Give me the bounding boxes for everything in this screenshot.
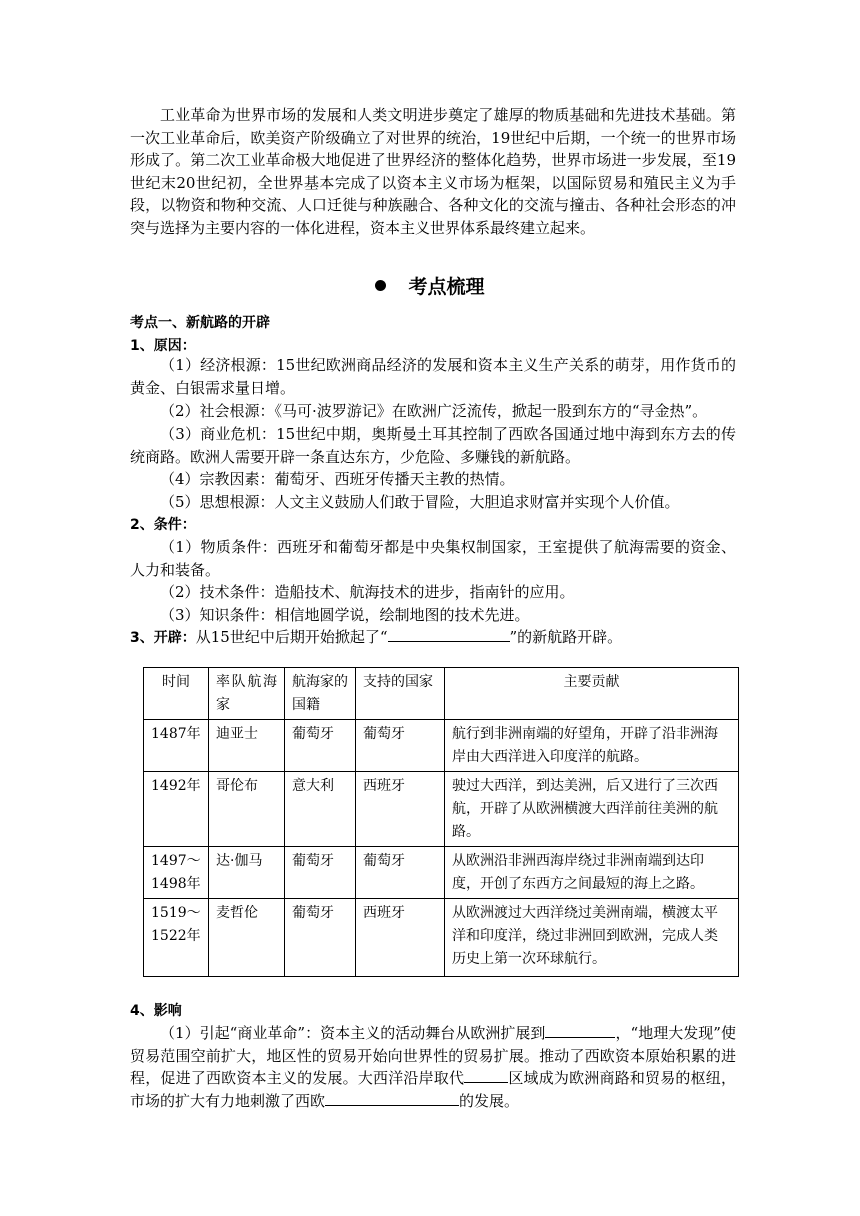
section-title	[0, 272, 860, 299]
table-header-row	[144, 668, 739, 720]
table-cell: 1492年	[144, 772, 209, 847]
table-cell: 1519～1522年	[144, 899, 209, 976]
opening-line	[130, 626, 736, 650]
table-cell: 迪亚士	[209, 720, 285, 772]
fill-blank	[325, 1090, 459, 1106]
header-cell: 时间	[144, 668, 209, 720]
voyages-table	[143, 667, 739, 977]
table-row	[144, 847, 739, 899]
bullet-icon	[375, 280, 386, 291]
header-cell: 支持的国家	[356, 668, 445, 720]
section-title-text: 考点梳理	[408, 276, 485, 298]
table-cell: 驶过大西洋，到达美洲，后又进行了三次西航，开辟了从欧洲横渡大西洋前往美洲的航路。	[445, 772, 739, 847]
fill-blank	[388, 626, 510, 642]
table-cell: 哥伦布	[209, 772, 285, 847]
table-cell: 1487年	[144, 720, 209, 772]
opening-text-before: 从15世纪中后期开始掀起了“	[195, 628, 388, 646]
table-row	[144, 772, 739, 847]
opening-text-after: ”的新航路开辟。	[509, 628, 623, 646]
table-cell: 1497～1498年	[144, 847, 209, 899]
cause-item: （5）思想根源：人文主义鼓励人们敢于冒险，大胆追求财富并实现个人价值。	[160, 493, 680, 511]
table-cell: 麦哲伦	[209, 899, 285, 976]
table-cell: 葡萄牙	[356, 847, 445, 899]
condition-item: （2）技术条件：造船技术、航海技术的进步，指南针的应用。	[160, 583, 575, 601]
table-cell: 葡萄牙	[285, 720, 356, 772]
impact-heading: 4、影响	[130, 1003, 182, 1019]
fill-blank	[464, 1067, 508, 1083]
fill-blank	[545, 1022, 615, 1038]
cause-item: （2）社会根源：《马可·波罗游记》在欧洲广泛流传，掀起一股到东方的“寻金热”。	[160, 402, 708, 420]
condition-item: （1）物质条件：西班牙和葡萄牙都是中央集权制国家，王室提供了航海需要的资金、人力和装备。	[130, 538, 736, 579]
impact-text-2: ，“地理大发现”使贸易范围空前扩大，地区性的贸易开始向世界性的贸易扩展。推动了西欧资本原始积累的进程，促进了西欧资本主义的发展。大西洋沿岸取代	[130, 1024, 736, 1088]
topic-heading: 考点一、新航路的开辟	[130, 315, 270, 331]
cause-item: （1）经济根源：15世纪欧洲商品经济的发展和资本主义生产关系的萌芽，用作货币的黄金、白银需求量日增。	[130, 356, 736, 397]
table-cell: 葡萄牙	[356, 720, 445, 772]
opening-heading: 3、开辟：	[130, 630, 196, 646]
impact-text-1: （1）引起“商业革命”：资本主义的活动舞台从欧洲扩展到	[160, 1024, 546, 1042]
table-cell: 意大利	[285, 772, 356, 847]
header-cell: 率队航海家	[209, 668, 285, 720]
table-cell: 从欧洲沿非洲西海岸绕过非洲南端到达印度，开创了东西方之间最短的海上之路。	[445, 847, 739, 899]
table-cell: 西班牙	[356, 772, 445, 847]
table-cell: 从欧洲渡过大西洋绕过美洲南端，横渡太平洋和印度洋，绕过非洲回到欧洲，完成人类历史上第一次环球航行。	[445, 899, 739, 976]
table-row	[144, 720, 739, 772]
table-cell: 葡萄牙	[285, 847, 356, 899]
impact-text-3: 区域成为欧洲商路和贸易的枢纽，市场的扩大有力地刺激了西欧	[130, 1069, 736, 1110]
table-cell: 航行到非洲南端的好望角，开辟了沿非洲海岸由大西洋进入印度洋的航路。	[445, 720, 739, 772]
table-cell: 葡萄牙	[285, 899, 356, 976]
impact-paragraph	[130, 1022, 736, 1112]
condition-item: （3）知识条件：相信地圆学说，绘制地图的技术先进。	[160, 606, 530, 624]
intro-paragraph: 工业革命为世界市场的发展和人类文明进步奠定了雄厚的物质基础和先进技术基础。第一次工业革命后，欧美资产阶级确立了对世界的统治，19世纪中后期，一个统一的世界市场形成了。第二次工业革命极大地促进了世界经济的整体化趋势，世界市场进一步发展，至19世纪末20世纪初，全世界基本完成了以资本主义市场为框架，以国际贸易和殖民主义为手段，以物资和物种交流、人口迁徙与种族融合、各种文化的交流与撞击、各种社会形态的冲突与选择为主要内容的一体化进程，资本主义世界体系最终建立起来。	[130, 106, 736, 237]
causes-heading: 1、原因：	[130, 338, 196, 354]
table-row	[144, 899, 739, 976]
header-cell: 主要贡献	[445, 668, 739, 720]
header-cell: 航海家的国籍	[285, 668, 356, 720]
table-cell: 达·伽马	[209, 847, 285, 899]
cause-item: （3）商业危机：15世纪中期，奥斯曼土耳其控制了西欧各国通过地中海到东方去的传统商路。欧洲人需要开辟一条直达东方，少危险、多赚钱的新航路。	[130, 425, 736, 466]
table-cell: 西班牙	[356, 899, 445, 976]
conditions-heading: 2、条件：	[130, 517, 196, 533]
cause-item: （4）宗教因素：葡萄牙、西班牙传播天主教的热情。	[160, 470, 515, 488]
impact-text-4: 的发展。	[459, 1091, 520, 1110]
